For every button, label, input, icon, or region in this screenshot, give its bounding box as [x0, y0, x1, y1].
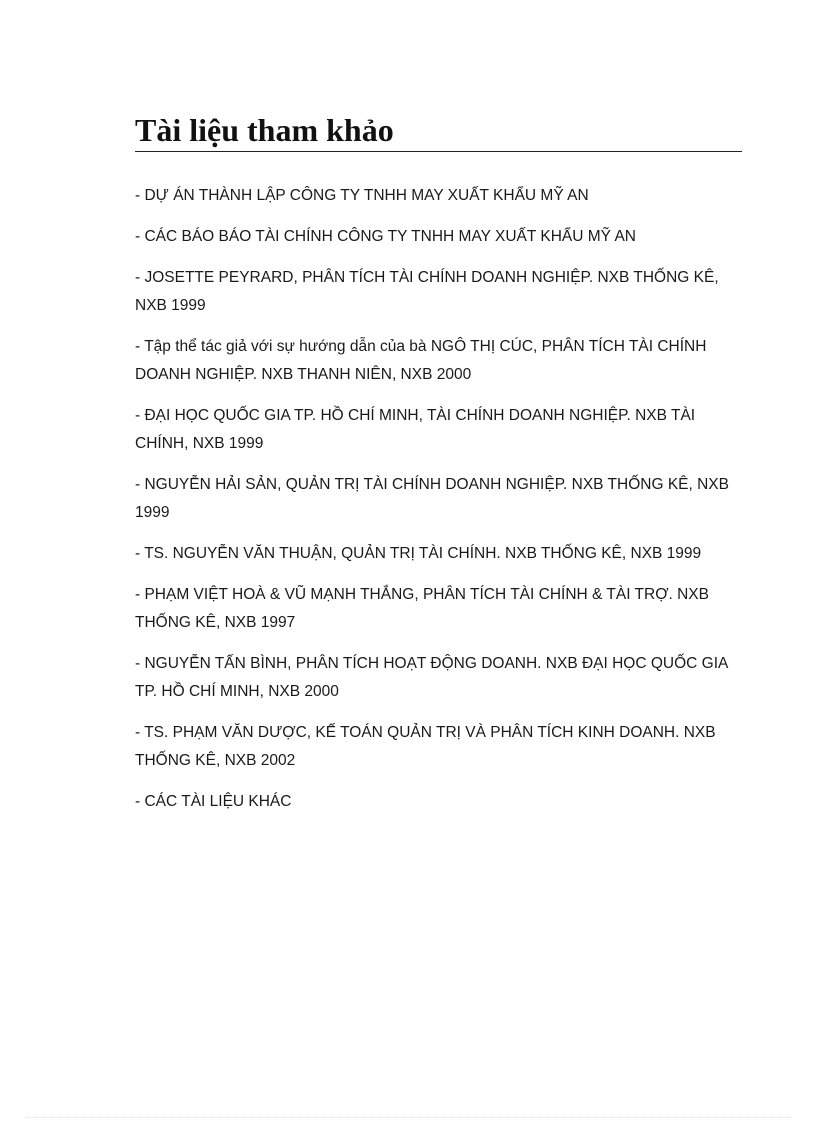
page-bottom-border	[25, 1117, 791, 1118]
reference-item: - CÁC BÁO BÁO TÀI CHÍNH CÔNG TY TNHH MAY XUẤT KHẨU MỸ AN	[135, 228, 636, 245]
reference-item: - DỰ ÁN THÀNH LẬP CÔNG TY TNHH MAY XUẤT KHẨU MỸ AN	[135, 187, 589, 204]
reference-item: - NGUYỄN HẢI SẢN, QUẢN TRỊ TÀI CHÍNH DOANH NGHIỆP. NXB THỐNG KÊ, NXB 1999	[135, 476, 729, 521]
reference-item: - NGUYỄN TẤN BÌNH, PHÂN TÍCH HOẠT ĐỘNG DOANH. NXB ĐẠI HỌC QUỐC GIA TP. HỒ CHÍ MINH, NXB 2000	[135, 655, 728, 700]
reference-list	[135, 182, 742, 829]
reference-item: - TS. PHẠM VĂN DƯỢC, KẾ TOÁN QUẢN TRỊ VÀ PHÂN TÍCH KINH DOANH. NXB THỐNG KÊ, NXB 2002	[135, 724, 716, 769]
page-title: Tài liệu tham khảo	[135, 112, 394, 148]
reference-item: - JOSETTE PEYRARD, PHÂN TÍCH TÀI CHÍNH DOANH NGHIỆP. NXB THỐNG KÊ, NXB 1999	[135, 269, 719, 314]
title-underline	[135, 151, 742, 152]
reference-item: - ĐẠI HỌC QUỐC GIA TP. HỒ CHÍ MINH, TÀI CHÍNH DOANH NGHIỆP. NXB TÀI CHÍNH, NXB 1999	[135, 407, 696, 452]
reference-item: - PHẠM VIỆT HOÀ & VŨ MẠNH THẮNG, PHÂN TÍCH TÀI CHÍNH & TÀI TRỢ. NXB THỐNG KÊ, NXB 1997	[135, 586, 709, 631]
reference-item: - CÁC TÀI LIỆU KHÁC	[135, 793, 292, 810]
reference-item: - Tập thể tác giả với sự hướng dẫn của bà NGÔ THỊ CÚC, PHÂN TÍCH TÀI CHÍNH DOANH NGHIỆP. NXB THANH NIÊN, NXB 2000	[135, 338, 707, 383]
reference-item: - TS. NGUYỄN VĂN THUẬN, QUẢN TRỊ TÀI CHÍNH. NXB THỐNG KÊ, NXB 1999	[135, 545, 702, 562]
